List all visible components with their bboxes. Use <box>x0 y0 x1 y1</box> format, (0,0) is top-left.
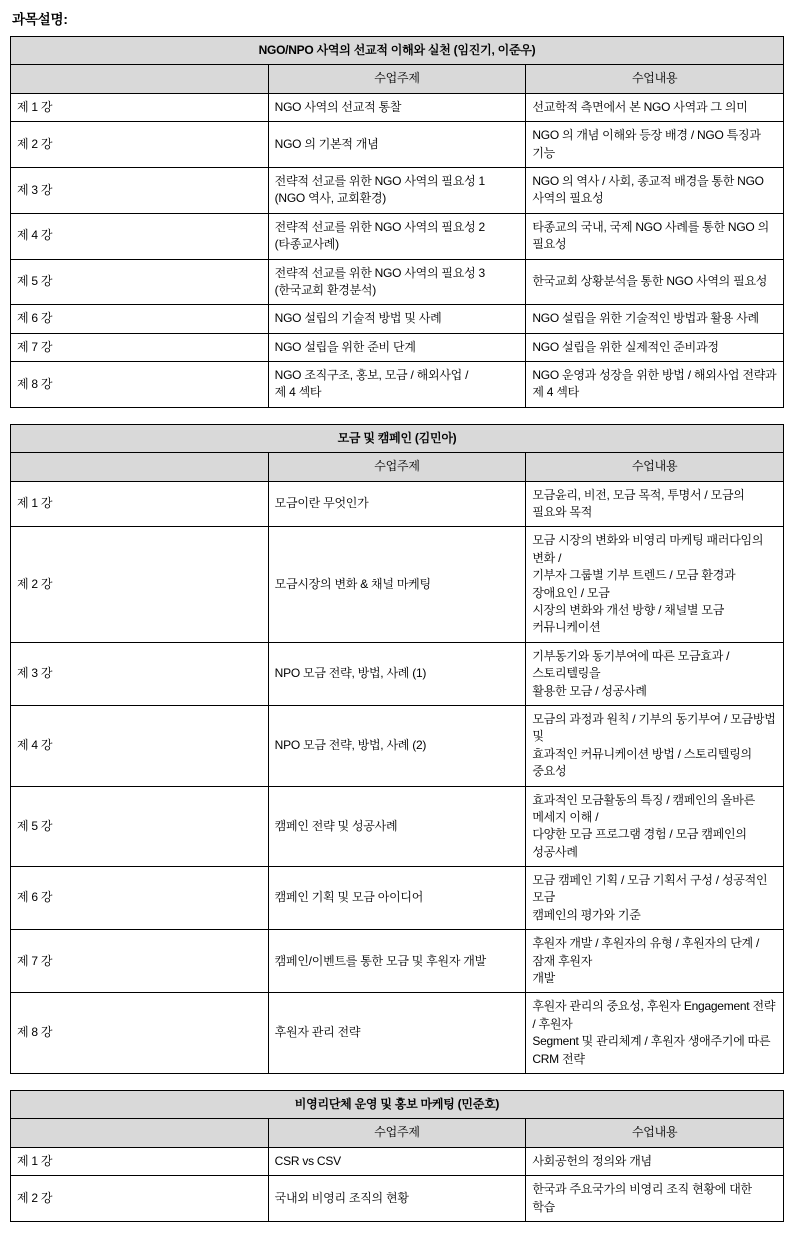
cell-topic-line: (타종교사례) <box>274 237 339 252</box>
cell-content-line: 모금윤리, 비전, 모금 목적, 투명서 / 모금의 필요와 목적 <box>532 487 745 520</box>
table-row <box>11 305 784 333</box>
course-table-caption-row <box>11 37 784 65</box>
table-row <box>11 1176 784 1222</box>
cell-content <box>526 1147 784 1175</box>
cell-topic <box>268 1147 526 1175</box>
cell-week: 제 4 강 <box>11 213 269 259</box>
cell-week: 제 4 강 <box>11 705 269 786</box>
course-table <box>10 424 784 1074</box>
cell-content-line: 캠페인의 평가와 기준 <box>532 907 641 922</box>
cell-content-line: NGO 의 역사 / 사회, 종교적 배경을 통한 NGO 사역의 필요성 <box>532 173 764 206</box>
column-header-topic: 수업주제 <box>268 65 526 93</box>
cell-week: 제 3 강 <box>11 167 269 213</box>
cell-content-line: 사회공헌의 정의와 개념 <box>532 1153 652 1168</box>
cell-content-line: 후원자 관리의 중요성, 후원자 Engagement 전략 / 후원자 <box>532 999 776 1031</box>
column-header-week <box>11 65 269 93</box>
cell-content-line: 모금의 과정과 원칙 / 기부의 동기부여 / 모금방법 및 <box>532 711 776 744</box>
course-table-caption: NGO/NPO 사역의 선교적 이해와 실천 (임진기, 이준우) <box>11 37 784 65</box>
table-row <box>11 642 784 705</box>
column-header-week <box>11 1119 269 1147</box>
cell-topic <box>268 333 526 361</box>
cell-content-line: 타종교의 국내, 국제 NGO 사례를 통한 NGO 의 필요성 <box>532 219 769 252</box>
cell-topic <box>268 93 526 121</box>
cell-topic-line: NPO 모금 전략, 방법, 사례 (1) <box>274 666 427 681</box>
cell-content <box>526 993 784 1074</box>
cell-content <box>526 705 784 786</box>
cell-content-line: 효과적인 모금활동의 특징 / 캠페인의 올바른 메세지 이해 / <box>532 792 755 824</box>
cell-topic-line: 모금이란 무엇인가 <box>274 496 369 511</box>
cell-topic <box>268 305 526 333</box>
cell-topic-line: 국내외 비영리 조직의 현황 <box>274 1190 409 1205</box>
cell-topic <box>268 642 526 705</box>
cell-topic <box>268 786 526 867</box>
cell-content-line: 활용한 모금 / 성공사례 <box>532 683 647 698</box>
cell-topic <box>268 993 526 1074</box>
cell-content <box>526 362 784 408</box>
cell-topic <box>268 1176 526 1222</box>
cell-week: 제 7 강 <box>11 333 269 361</box>
course-table-caption: 비영리단체 운영 및 홍보 마케팅 (민준호) <box>11 1090 784 1118</box>
cell-week: 제 2 강 <box>11 122 269 168</box>
cell-week: 제 1 강 <box>11 93 269 121</box>
cell-content <box>526 642 784 705</box>
cell-week: 제 1 강 <box>11 481 269 527</box>
cell-topic <box>268 527 526 642</box>
cell-topic-line: 제 4 섹타 <box>274 385 322 400</box>
cell-content-line: NGO 운영과 성장을 위한 방법 / 해외사업 전략과 제 4 섹타 <box>532 368 777 400</box>
cell-week: 제 8 강 <box>11 993 269 1074</box>
cell-topic-line: 모금시장의 변화 & 채널 마케팅 <box>274 576 431 591</box>
table-row <box>11 527 784 642</box>
cell-content-line: NGO 설립을 위한 기술적인 방법과 활용 사례 <box>532 311 759 326</box>
cell-topic-line: 후원자 관리 전략 <box>274 1025 361 1040</box>
table-row <box>11 1147 784 1175</box>
cell-topic-line: NGO 조직구조, 홍보, 모금 / 해외사업 / <box>274 368 469 383</box>
cell-content <box>526 930 784 993</box>
cell-content-line: 개발 <box>532 971 555 986</box>
course-table <box>10 36 784 408</box>
cell-content <box>526 1176 784 1222</box>
cell-week: 제 2 강 <box>11 1176 269 1222</box>
cell-content-line: 한국과 주요국가의 비영리 조직 현황에 대한 학습 <box>532 1182 752 1214</box>
table-row <box>11 705 784 786</box>
cell-content <box>526 213 784 259</box>
cell-topic <box>268 167 526 213</box>
cell-content <box>526 93 784 121</box>
cell-content-line: 모금 시장의 변화와 비영리 마케팅 패러다임의 변화 / <box>532 533 764 565</box>
column-header-topic: 수업주제 <box>268 453 526 481</box>
cell-topic <box>268 259 526 305</box>
course-table-header-row <box>11 65 784 93</box>
table-row <box>11 122 784 168</box>
course-table-header-row <box>11 453 784 481</box>
cell-topic <box>268 481 526 527</box>
cell-topic-line: 캠페인/이벤트를 통한 모금 및 후원자 개발 <box>274 953 486 968</box>
cell-topic-line: NPO 모금 전략, 방법, 사례 (2) <box>274 738 427 753</box>
table-row <box>11 481 784 527</box>
cell-content-line: 한국교회 상황분석을 통한 NGO 사역의 필요성 <box>532 274 768 289</box>
cell-content <box>526 259 784 305</box>
cell-content <box>526 305 784 333</box>
cell-content-line: 모금 캠페인 기획 / 모금 기획서 구성 / 성공적인 모금 <box>532 873 768 905</box>
table-row <box>11 167 784 213</box>
cell-topic-line: 전략적 선교를 위한 NGO 사역의 필요성 3 <box>274 265 485 280</box>
cell-topic-line: 캠페인 전략 및 성공사례 <box>274 818 398 833</box>
cell-topic-line: NGO 사역의 선교적 통찰 <box>274 99 402 114</box>
course-table <box>10 1090 784 1222</box>
table-row <box>11 362 784 408</box>
cell-topic-line: CSR vs CSV <box>274 1153 341 1168</box>
cell-content-line: 시장의 변화와 개선 방향 / 채널별 모금 커뮤니케이션 <box>532 602 725 635</box>
column-header-content: 수업내용 <box>526 1119 784 1147</box>
cell-week: 제 6 강 <box>11 867 269 930</box>
column-header-topic: 수업주제 <box>268 1119 526 1147</box>
cell-topic <box>268 122 526 168</box>
course-table-caption-row <box>11 424 784 452</box>
cell-week: 제 5 강 <box>11 259 269 305</box>
column-header-content: 수업내용 <box>526 453 784 481</box>
cell-content <box>526 333 784 361</box>
cell-topic-line: (NGO 역사, 교회환경) <box>274 191 387 206</box>
cell-topic-line: (한국교회 환경분석) <box>274 282 376 297</box>
cell-topic <box>268 362 526 408</box>
cell-content-line: 효과적인 커뮤니케이션 방법 / 스토리텔링의 중요성 <box>532 746 752 779</box>
table-row <box>11 259 784 305</box>
table-row <box>11 786 784 867</box>
course-table-header-row <box>11 1119 784 1147</box>
cell-week: 제 2 강 <box>11 527 269 642</box>
cell-week: 제 7 강 <box>11 930 269 993</box>
cell-content <box>526 527 784 642</box>
column-header-content: 수업내용 <box>526 65 784 93</box>
cell-topic <box>268 867 526 930</box>
cell-topic <box>268 705 526 786</box>
cell-content <box>526 786 784 867</box>
cell-content <box>526 481 784 527</box>
cell-content <box>526 122 784 168</box>
cell-topic-line: 전략적 선교를 위한 NGO 사역의 필요성 2 <box>274 219 485 234</box>
cell-topic-line: NGO 설립을 위한 준비 단계 <box>274 339 416 354</box>
cell-topic-line: 캠페인 기획 및 모금 아이디어 <box>274 890 424 905</box>
cell-content <box>526 867 784 930</box>
course-table-caption-row <box>11 1090 784 1118</box>
cell-content-line: 선교학적 측면에서 본 NGO 사역과 그 의미 <box>532 99 748 114</box>
column-header-week <box>11 453 269 481</box>
cell-topic-line: NGO 설립의 기술적 방법 및 사례 <box>274 311 442 326</box>
cell-week: 제 3 강 <box>11 642 269 705</box>
cell-content-line: 다양한 모금 프로그램 경험 / 모금 캠페인의 성공사례 <box>532 827 747 859</box>
table-row <box>11 930 784 993</box>
cell-topic-line: 전략적 선교를 위한 NGO 사역의 필요성 1 <box>274 173 485 188</box>
cell-content-line: Segment 및 관리체계 / 후원자 생애주기에 따른 CRM 전략 <box>532 1034 771 1066</box>
table-row <box>11 93 784 121</box>
table-row <box>11 333 784 361</box>
cell-content-line: 후원자 개발 / 후원자의 유형 / 후원자의 단계 / 잠재 후원자 <box>532 936 760 968</box>
cell-content-line: 기부자 그룹별 기부 트렌드 / 모금 환경과 장애요인 / 모금 <box>532 568 736 600</box>
cell-week: 제 5 강 <box>11 786 269 867</box>
cell-topic <box>268 213 526 259</box>
page-title: 과목설명: <box>12 12 68 27</box>
cell-week: 제 6 강 <box>11 305 269 333</box>
table-row <box>11 993 784 1074</box>
table-row <box>11 867 784 930</box>
cell-content-line: NGO 의 개념 이해와 등장 배경 / NGO 특징과 기능 <box>532 128 761 160</box>
course-tables-container <box>10 36 784 1222</box>
cell-week: 제 8 강 <box>11 362 269 408</box>
cell-content-line: NGO 설립을 위한 실제적인 준비과정 <box>532 339 719 354</box>
table-row <box>11 213 784 259</box>
cell-topic <box>268 930 526 993</box>
course-table-caption: 모금 및 캠페인 (김민아) <box>11 424 784 452</box>
cell-topic-line: NGO 의 기본적 개념 <box>274 136 379 151</box>
cell-week: 제 1 강 <box>11 1147 269 1175</box>
cell-content <box>526 167 784 213</box>
cell-content-line: 기부동기와 동기부여에 따른 모금효과 / 스토리텔링을 <box>532 648 730 681</box>
